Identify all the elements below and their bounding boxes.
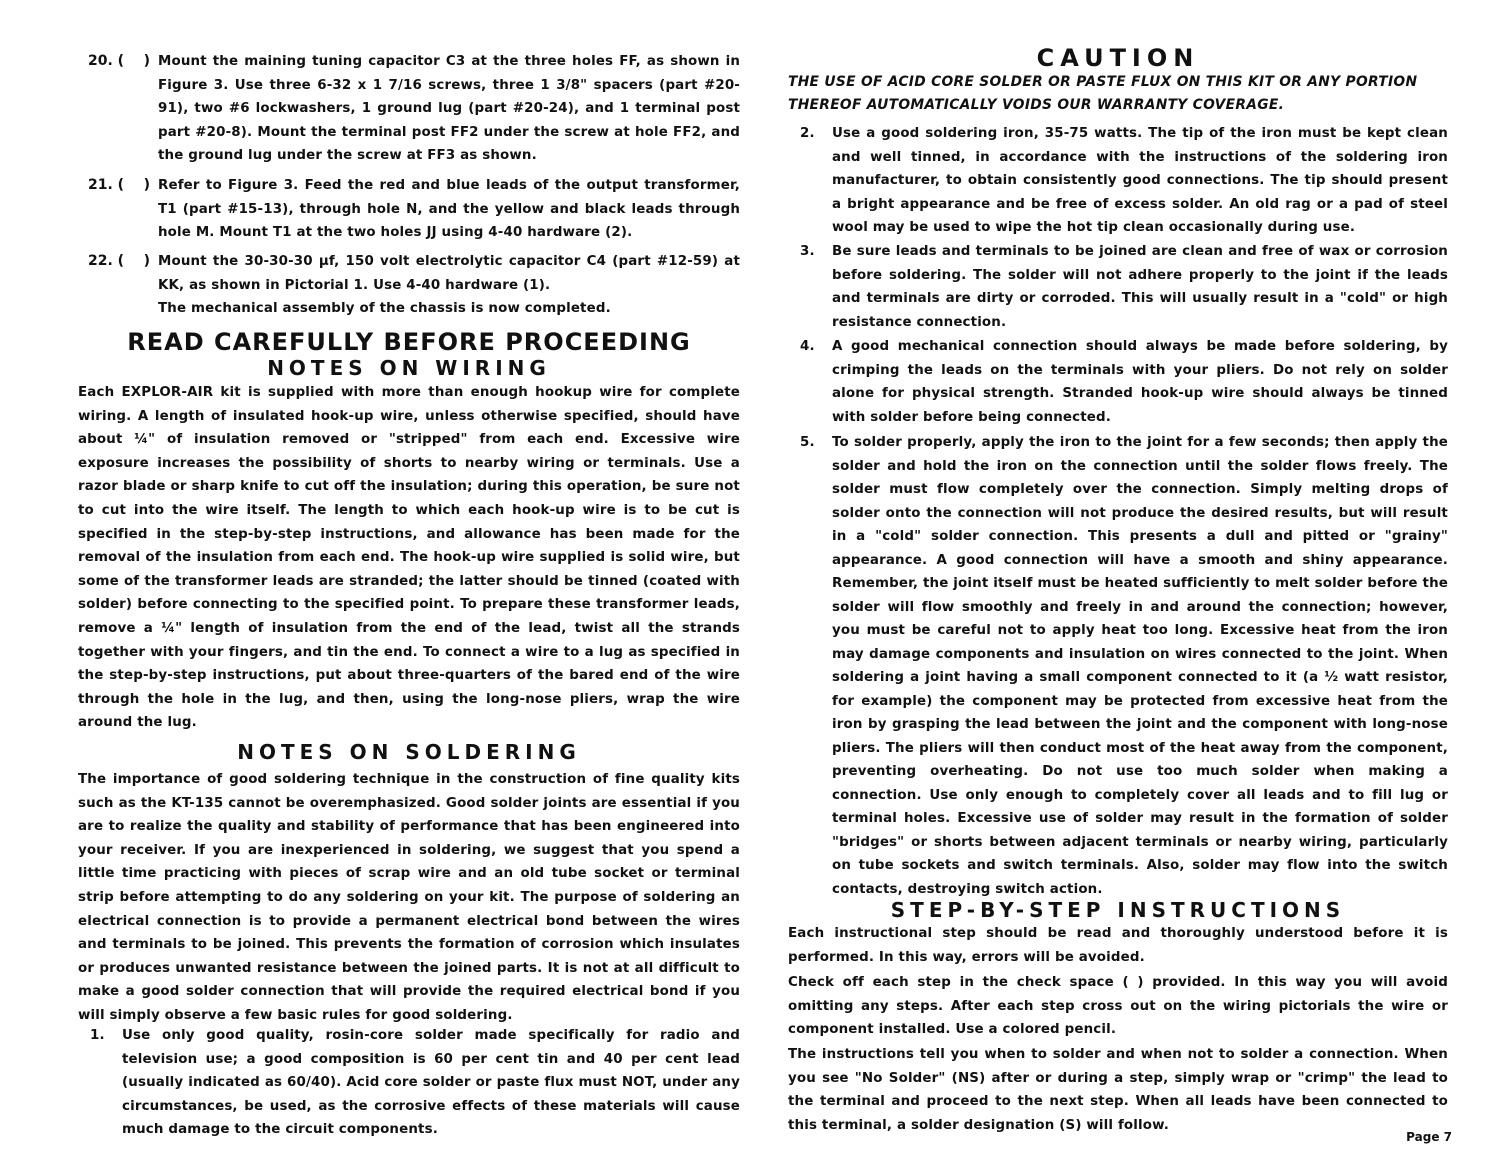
rule-number: 1. (90, 1028, 105, 1043)
rule-number: 5. (800, 435, 815, 450)
step-text: Mount the 30-30-30 μf, 150 volt electrolytic capacitor C4 (part #12-59) at KK, as shown in Pictorial 1. Use 4-40 hardware (1). (158, 254, 740, 293)
step-20 (88, 50, 740, 168)
step-check-number: 21. ( ) (88, 177, 150, 193)
rule-number: 3. (800, 244, 815, 259)
steps-paragraph-3: The instructions tell you when to solder and when not to solder a connection. When you see "No Solder" (NS) after or during a step, simply wrap or "crimp" the lead to the terminal and proceed to the next step. When all leads have been connected to this terminal, a solder designation (S) will follow. (788, 1047, 1448, 1133)
rule-text: Use only good quality, rosin-core solder made specifically for radio and television use; a good composition is 60 per cent tin and 40 per cent lead (usually indicated as 60/40). Acid core solder or paste flux must NOT, under any circumstances, be used, as the corrosive effects of these materials will cause much damage to the circuit components. (122, 1028, 740, 1137)
step-note: The mechanical assembly of the chassis is now completed. (158, 301, 611, 316)
rule-text: A good mechanical connection should always be made before soldering, by crimping the leads on the terminals with your pliers. Do not rely on solder alone for physical strength. Stranded hook-up wire should always be tinned with solder before being connected. (832, 339, 1448, 425)
page-number: Page 7 (1406, 1130, 1452, 1144)
soldering-rule-3 (800, 240, 1448, 334)
rule-text: To solder properly, apply the iron to the joint for a few seconds; then apply the solder and hold the iron on the connection until the solder flows freely. The solder must flow completely over the connection. Simply melting drops of solder onto the connection will not produce the desired results, but will result in a "cold" solder connection. This presents a dull and pitted or "grainy" appearance. A good connection will have a smooth and shiny appearance. Remember, the joint itself must be heated sufficiently to melt solder before the solder will flow smoothly and freely in and around the connection; however, you must be careful not to apply heat too long. Excessive heat from the iron may damage components and insulation on wires connected to the joint. When soldering a joint having a small component connected to it (a ½ watt resistor, for example) the component may be protected from excessive heat from the iron by grasping the lead between the joint and the component with long-nose pliers. The pliers will then conduct most of the heat away from the component, preventing overheating. Do not use too much solder when making a connection. Use only enough to completely cover all leads and to fill lug or terminal holes. Excessive use of solder may result in the formation of solder "bridges" or shorts between adjacent terminals or nearby wiring, particularly on tube sockets and switch terminals. Also, solder may flow into the switch contacts, destroying switch action. (832, 435, 1448, 897)
step-check-number: 22. ( ) (88, 253, 150, 269)
step-text: Refer to Figure 3. Feed the red and blue leads of the output transformer, T1 (part #15-13), through hole N, and the yellow and black leads through hole M. Mount T1 at the two holes JJ using 4-40 hardware (2). (158, 178, 740, 240)
step-text: Mount the maining tuning capacitor C3 at the three holes FF, as shown in Figure 3. Use three 6-32 x 1 7/16 screws, three 1 3/8" spacers (part #20-91), two #6 lockwashers, 1 ground lug (part #20-24), and 1 terminal post part #20-8). Mount the terminal post FF2 under the screw at hole FF2, and the ground lug under the screw at FF3 as shown. (158, 54, 740, 163)
step-by-step-heading: STEP-BY-STEP INSTRUCTIONS (890, 898, 1346, 922)
read-carefully-heading: READ CAREFULLY BEFORE PROCEEDING (127, 328, 691, 356)
steps-paragraph-1: Each instructional step should be read and thoroughly understood before it is performed. In this way, errors will be avoided. (788, 926, 1448, 965)
rule-text: Use a good soldering iron, 35-75 watts. The tip of the iron must be kept clean and well tinned, in accordance with the instructions of the soldering iron manufacturer, to obtain consistently good connections. The tip should present a bright appearance and be free of excess solder. An old rag or a pad of steel wool may be used to wipe the hot tip clean occasionally during use. (832, 126, 1448, 235)
steps-paragraph-2: Check off each step in the check space ( ) provided. In this way you will avoid omitting any steps. After each step cross out on the wiring pictorials the wire or component installed. Use a colored pencil. (788, 975, 1448, 1038)
caution-heading: CAUTION (1036, 44, 1200, 72)
step-check-number: 20. ( ) (88, 53, 150, 69)
wiring-paragraph: Each EXPLOR-AIR kit is supplied with more than enough hookup wire for complete wiring. A length of insulated hook-up wire, unless otherwise specified, should have about ¼" of insulation removed or "stripped" from each end. Excessive wire exposure increases the possibility of shorts to nearby wiring or terminals. Use a razor blade or sharp knife to cut off the insulation; during this operation, be sure not to cut into the wire itself. The length to which each hook-up wire is to be cut is specified in the step-by-step instructions, and allowance has been made for the removal of the insulation from each end. The hook-up wire supplied is solid wire, but some of the transformer leads are stranded; the latter should be tinned (coated with solder) before connecting to the specified point. To prepare these transformer leads, remove a ¼" length of insulation from the end of the lead, twist all the strands together with your fingers, and tin the end. To connect a wire to a lug as specified in the step-by-step instructions, put about three-quarters of the bared end of the wire through the hole in the lug, and then, using the long-nose pliers, wrap the wire around the lug. (78, 385, 740, 731)
soldering-rule-4 (800, 335, 1448, 429)
caution-warning: THE USE OF ACID CORE SOLDER OR PASTE FLUX ON THIS KIT OR ANY PORTION THEREOF AUTOMATICALLY VOIDS OUR WARRANTY COVERAGE. (788, 74, 1418, 113)
wiring-heading: NOTES ON WIRING (267, 356, 551, 380)
step-21 (88, 174, 740, 245)
soldering-rule-1 (90, 1024, 740, 1142)
soldering-heading: NOTES ON SOLDERING (237, 740, 581, 764)
soldering-rule-5 (800, 431, 1448, 901)
soldering-rule-2 (800, 122, 1448, 240)
step-22 (88, 250, 740, 321)
soldering-paragraph: The importance of good soldering technique in the construction of fine quality kits such as the KT-135 cannot be overemphasized. Good solder joints are essential if you are to realize the quality and stability of performance that has been engineered into your receiver. If you are inexperienced in soldering, we suggest that you spend a little time practicing with pieces of scrap wire and an old tube socket or terminal strip before attempting to do any soldering on your kit. The purpose of soldering an electrical connection is to provide a permanent electrical bond between the wires and terminals to be joined. This prevents the formation of corrosion which insulates or produces unwanted resistance between the joined parts. It is not at all difficult to make a good solder connection that will provide the required electrical bond if you will simply observe a few basic rules for good soldering. (78, 772, 740, 1023)
rule-number: 4. (800, 339, 815, 354)
rule-number: 2. (800, 126, 815, 141)
rule-text: Be sure leads and terminals to be joined are clean and free of wax or corrosion before soldering. The solder will not adhere properly to the joint if the leads and terminals are dirty or corroded. This will usually result in a "cold" or high resistance connection. (832, 244, 1448, 330)
